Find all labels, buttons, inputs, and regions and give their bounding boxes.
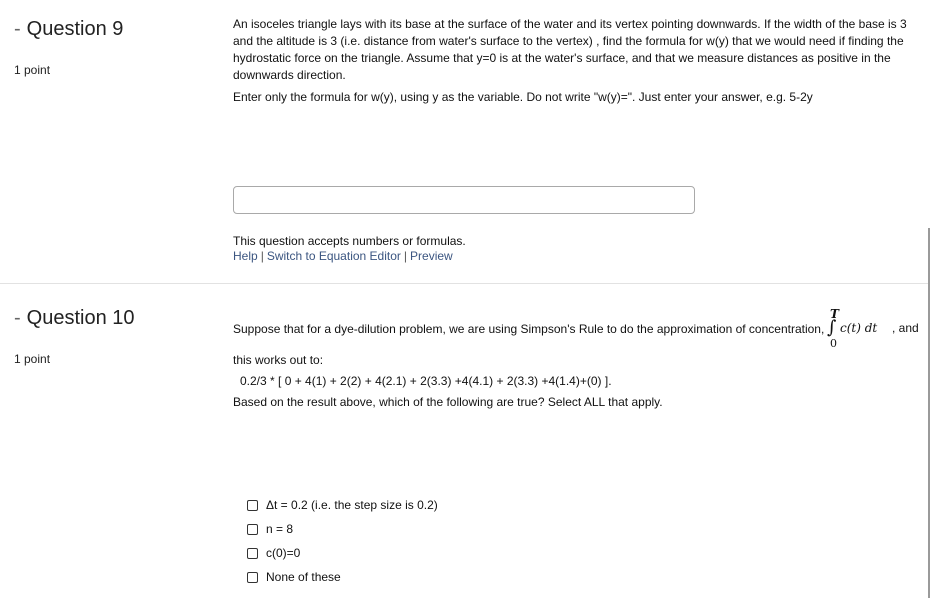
help-link[interactable]: Help [233, 249, 258, 263]
simpson-formula: 0.2/3 * [ 0 + 4(1) + 2(2) + 4(2.1) + 2(3.3) +4(4.1) + 2(3.3) +4(1.4)+(0) ]. [240, 374, 612, 388]
question-9-body [233, 16, 907, 84]
option-none-of-these[interactable] [247, 565, 438, 589]
option-step-size[interactable] [247, 493, 438, 517]
collapse-dash: - [14, 307, 21, 329]
integral-upper-limit: T [830, 307, 839, 321]
question-10-intro: Suppose that for a dye-dilution problem, we are using Simpson's Rule to do the approximation of concentration, [233, 322, 825, 336]
page-scroll-edge [928, 228, 930, 598]
option-label: c(0)=0 [266, 546, 301, 560]
question-10-heading[interactable] [14, 307, 135, 330]
option-label: Δt = 0.2 (i.e. the step size is 0.2) [266, 498, 438, 512]
and-text: , and [892, 321, 919, 335]
question-9-instruction: Enter only the formula for w(y), using y as the variable. Do not write "w(y)=". Just enter your answer, e.g. 5-2y [233, 90, 813, 104]
q9-body-line: and the altitude is 3 (i.e. distance from water's surface to the vertex) , find the formula for w(y) that we would need if finding the [233, 34, 904, 48]
integral-expression [826, 307, 888, 351]
q9-body-line: hydrostatic force on the triangle. Assume that y=0 is at the water's surface, and that we measure distances as positive in the [233, 51, 891, 65]
link-separator: | [260, 249, 264, 263]
integral-lower-limit: 0 [830, 337, 837, 350]
works-out-text: this works out to: [233, 353, 324, 367]
option-label: None of these [266, 570, 341, 584]
option-label: n = 8 [266, 522, 294, 536]
preview-link[interactable]: Preview [410, 249, 453, 263]
integral-sign: ∫ [827, 317, 837, 338]
link-separator: | [403, 249, 408, 263]
answer-help-links [233, 249, 453, 263]
switch-equation-editor-link[interactable]: Switch to Equation Editor [266, 249, 401, 263]
collapse-dash: - [14, 18, 21, 40]
accepts-formulas-note: This question accepts numbers or formulas. [233, 234, 466, 248]
question-9-answer-input[interactable] [233, 186, 695, 214]
q9-body-line: An isoceles triangle lays with its base at the surface of the water and its vertex pointing downwards. If the width of the base is 3 [233, 17, 907, 31]
option-c0-equals-0[interactable] [247, 541, 438, 565]
question-10-title: Question 10 [26, 307, 135, 329]
checkbox[interactable] [247, 524, 258, 535]
answer-options [247, 493, 438, 589]
checkbox[interactable] [247, 548, 258, 559]
checkbox[interactable] [247, 572, 258, 583]
question-divider [0, 283, 928, 284]
question-9-points: 1 point [14, 63, 51, 77]
question-9-title: Question 9 [26, 18, 124, 40]
option-n-equals-8[interactable] [247, 517, 438, 541]
question-10-points: 1 point [14, 352, 51, 366]
integrand: c(t) dt [840, 321, 878, 335]
checkbox[interactable] [247, 500, 258, 511]
q9-body-line: downwards direction. [233, 68, 346, 82]
question-9-heading[interactable] [14, 18, 123, 41]
question-10-prompt: Based on the result above, which of the following are true? Select ALL that apply. [233, 395, 663, 409]
